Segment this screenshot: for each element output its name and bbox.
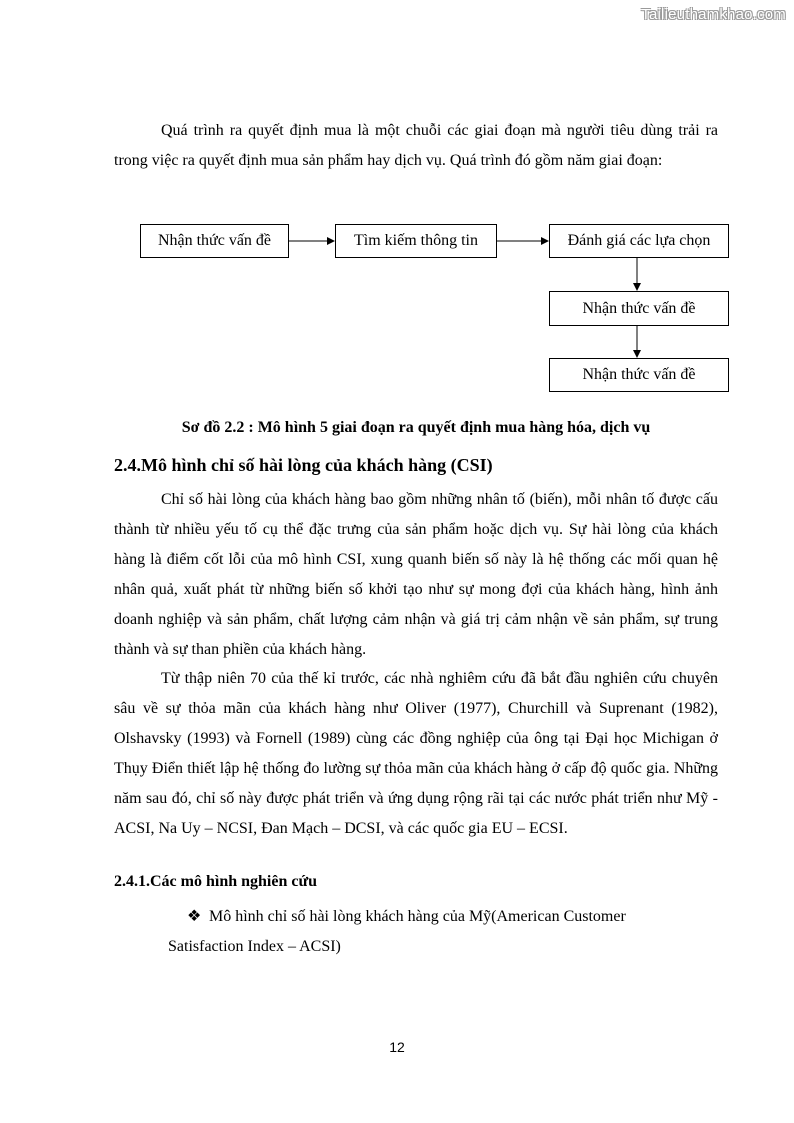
bullet-item: [187, 903, 626, 931]
diagram-box-label: Tìm kiếm thông tin: [354, 232, 478, 249]
section-heading: 2.4.Mô hình chỉ số hài lòng của khách hàng (CSI): [114, 455, 493, 475]
intro-paragraph: Quá trình ra quyết định mua là một chuỗi các giai đoạn mà người tiêu dùng trải ra trong việc ra quyết định mua sản phẩm hay dịch vụ. Quá trình đó gồm năm giai đoạn:: [114, 122, 718, 169]
diagram-box-label: Nhận thức vấn đề: [157, 232, 272, 249]
diamond-bullet-icon: ❖: [187, 908, 202, 925]
page-number: 12: [389, 1039, 405, 1055]
diagram-box-label: Nhận thức vấn đề: [582, 366, 696, 383]
diagram-box-label: Nhận thức vấn đề: [582, 299, 696, 317]
bullet-text-line-2: Satisfaction Index – ACSI): [168, 938, 341, 955]
paragraph-csi-history: Từ thập niên 70 của thế kỉ trước, các nhà nghiêm cứu đã bắt đầu nghiên cứu chuyên sâu về sự thỏa mãn của khách hàng như Oliver (1977), Churchill và Suprenant (1982), Olshavsky (1993) và Fornell (1989) cùng các đồng nghiệp của ông tại Đại học Michigan ở Thụy Điển thiết lập hệ thống đo lường sự thỏa mãn của khách hàng ở cấp độ quốc gia. Những năm sau đó, chỉ số này được phát triển và ứng dụng rộng rãi tại các nước phát triển như Mỹ - ACSI, Na Uy – NCSI, Đan Mạch – DCSI, và các quốc gia EU – ECSI.: [114, 670, 718, 837]
watermark: Tailieuthamkhao.com: [641, 6, 786, 23]
subsection-heading: 2.4.1.Các mô hình nghiên cứu: [114, 873, 317, 890]
diagram-box-label: Đánh giá các lựa chọn: [567, 232, 711, 249]
bullet-text-line-1: Mô hình chỉ số hài lòng khách hàng của Mỹ(American Customer: [209, 908, 626, 925]
paragraph-csi-definition: Chỉ số hài lòng của khách hàng bao gồm những nhân tố (biến), mỗi nhân tố được cấu thành từ nhiều yếu tố cụ thể đặc trưng của sản phẩm hoặc dịch vụ. Sự hài lòng của khách hàng là điểm cốt lỗi của mô hình CSI, xung quanh biến số này là hệ thống các mối quan hệ nhân quả, xuất phát từ những biến số khởi tạo như sự mong đợi của khách hàng, hình ảnh doanh nghiệp và sản phẩm, chất lượng cảm nhận và giá trị cảm nhận về sản phẩm, sự trung thành và sự than phiền của khách hàng.: [114, 491, 718, 658]
diagram-caption: Sơ đồ 2.2 : Mô hình 5 giai đoạn ra quyết định mua hàng hóa, dịch vụ: [181, 419, 651, 436]
